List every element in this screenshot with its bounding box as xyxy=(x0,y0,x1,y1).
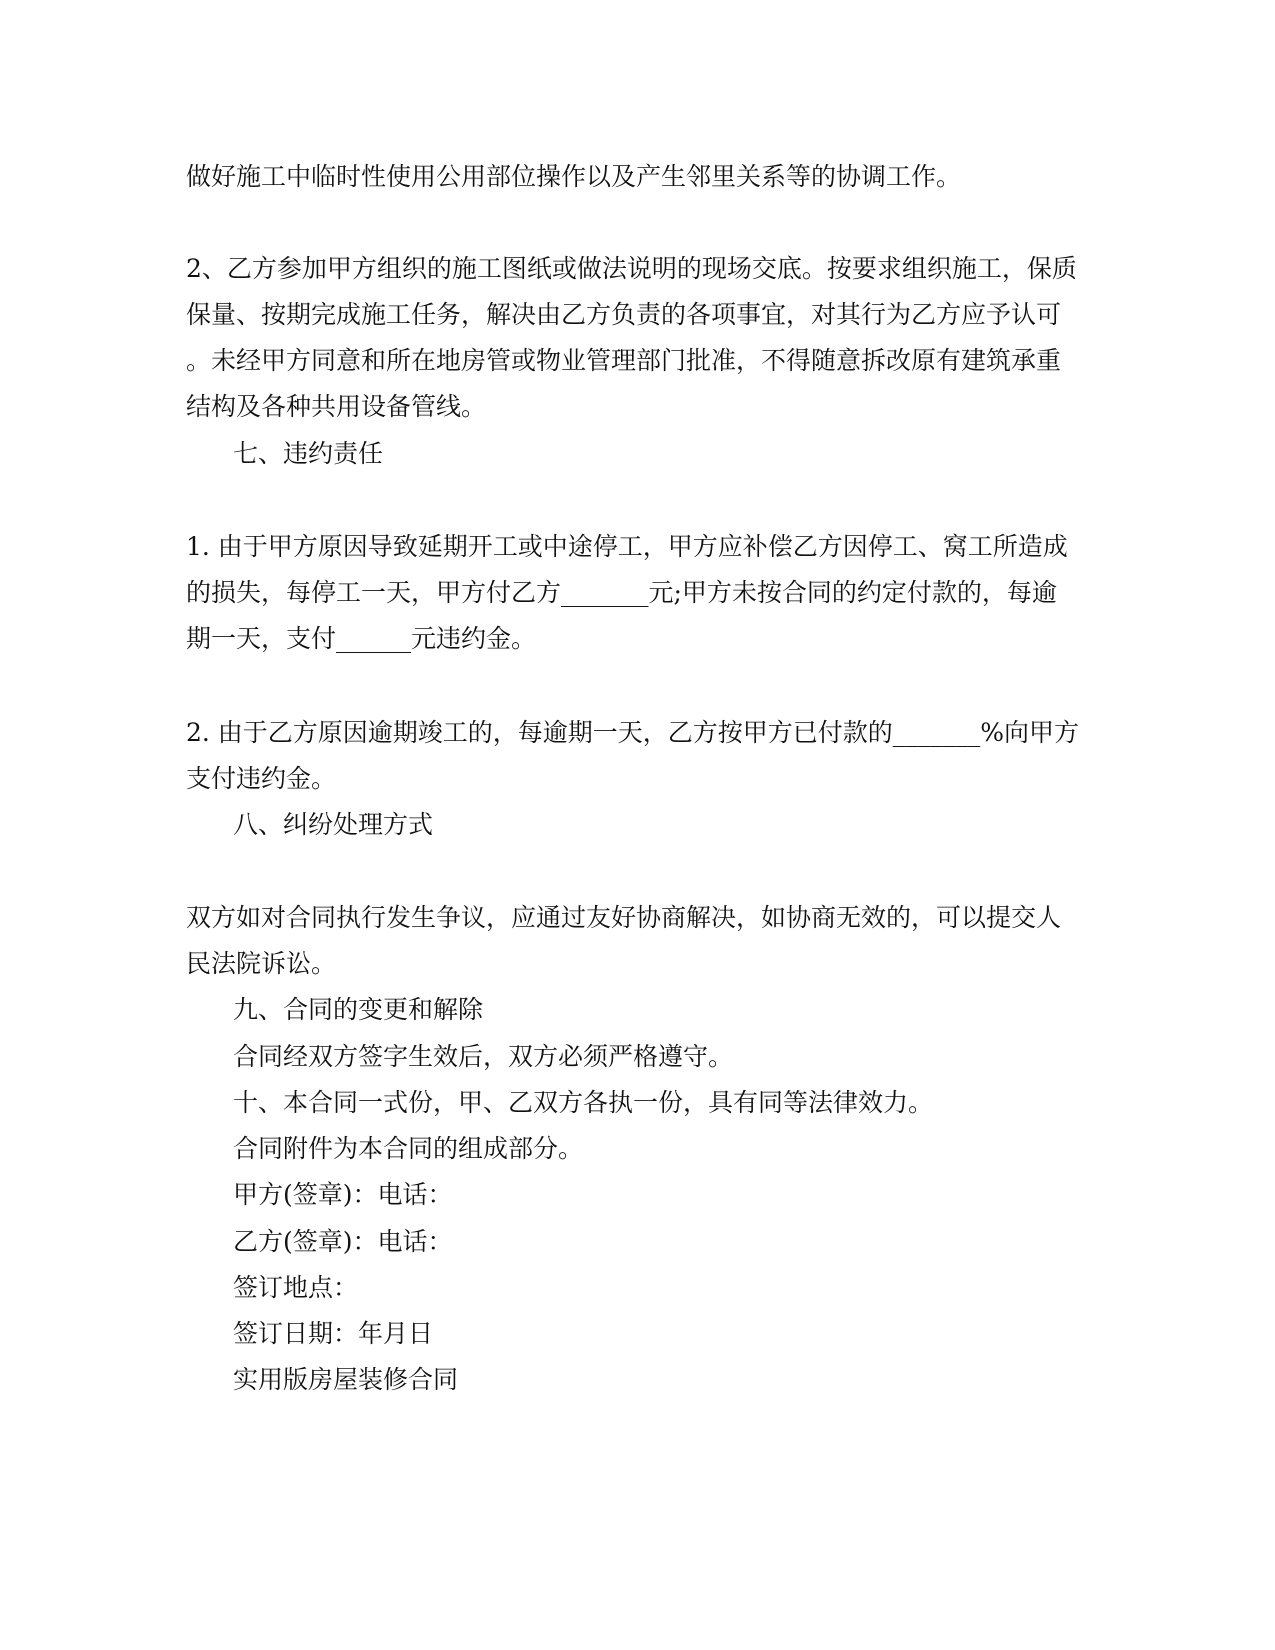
paragraph-line: 做好施工中临时性使用公用部位操作以及产生邻里关系等的协调工作。 xyxy=(186,162,962,191)
section-heading: 七、违约责任 xyxy=(233,439,384,468)
document-title-line: 实用版房屋装修合同 xyxy=(233,1365,459,1394)
paragraph-line: 2. 由于乙方原因逾期竣工的，每逾期一天，乙方按甲方已付款的_______%向甲方 xyxy=(186,718,1080,747)
section-heading: 九、合同的变更和解除 xyxy=(233,995,484,1024)
paragraph-line: 民法院诉讼。 xyxy=(186,949,337,978)
signing-date-line: 签订日期：年月日 xyxy=(233,1319,434,1348)
paragraph-line: 结构及各种共用设备管线。 xyxy=(186,392,487,421)
signing-place-line: 签订地点： xyxy=(233,1273,359,1302)
section-heading: 八、纠纷处理方式 xyxy=(233,810,434,839)
paragraph-line: 合同附件为本合同的组成部分。 xyxy=(233,1134,584,1163)
section-heading: 十、本合同一式份，甲、乙双方各执一份，具有同等法律效力。 xyxy=(233,1088,934,1117)
paragraph-line: 期一天，支付______元违约金。 xyxy=(186,624,537,653)
signature-line-party-a: 甲方(签章)：电话： xyxy=(233,1180,453,1209)
paragraph-line: 1. 由于甲方原因导致延期开工或中途停工，甲方应补偿乙方因停工、窝工所造成 xyxy=(186,532,1068,561)
paragraph-line: 双方如对合同执行发生争议，应通过友好协商解决，如协商无效的，可以提交人 xyxy=(186,903,1062,932)
paragraph-line: 的损失，每停工一天，甲方付乙方_______元;甲方未按合同的约定付款的，每逾 xyxy=(186,578,1057,607)
paragraph-line: 2、乙方参加甲方组织的施工图纸或做法说明的现场交底。按要求组织施工，保质 xyxy=(186,254,1077,283)
paragraph-line: 合同经双方签字生效后，双方必须严格遵守。 xyxy=(233,1042,734,1071)
paragraph-line: 保量、按期完成施工任务，解决由乙方负责的各项事宜，对其行为乙方应予认可 xyxy=(186,300,1062,329)
signature-line-party-b: 乙方(签章)：电话： xyxy=(233,1227,453,1256)
paragraph-line: 支付违约金。 xyxy=(186,764,337,793)
paragraph-line: 。未经甲方同意和所在地房管或物业管理部门批准，不得随意拆改原有建筑承重 xyxy=(186,346,1062,375)
